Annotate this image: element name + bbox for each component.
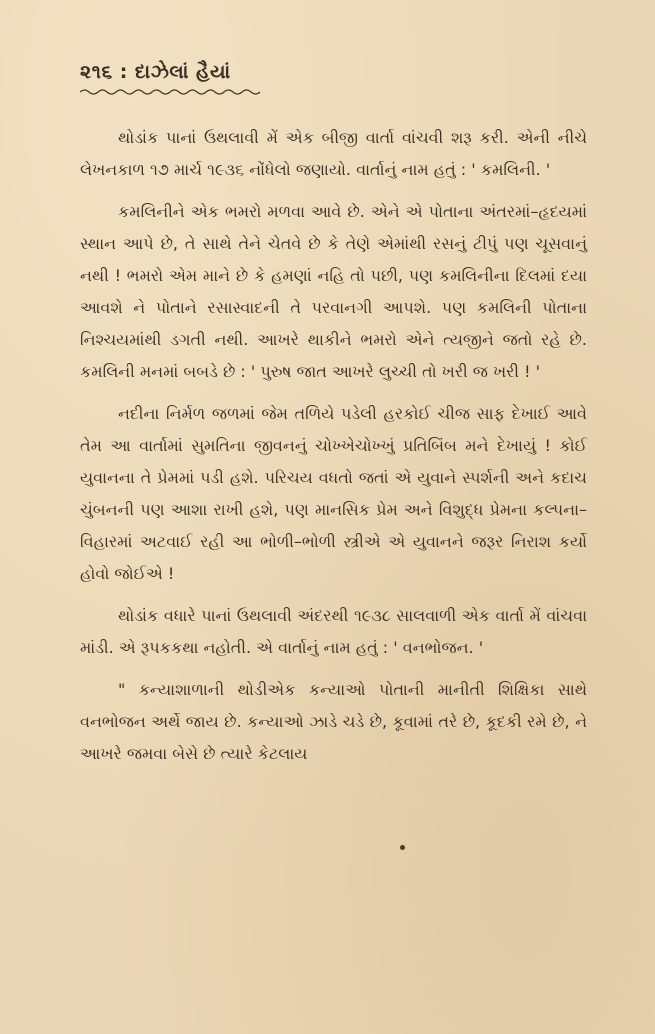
page-header: [80, 58, 587, 96]
ink-speck: [400, 845, 405, 850]
paragraph-4: થોડાંક વધારે પાનાં ઉથલાવી અંદરથી ૧૯૩૮ સાલવાળી એક વાર્તા મેં વાંચવા માંડી. એ રૂપકકથા નહોતી. એ વાર્તાનું નામ હતું : ' વનભોજન. ': [80, 606, 587, 657]
paragraph-3: નદીના નિર્મળ જળમાં જેમ તળિયે પડેલી હરકોઈ ચીજ સાફ દેખાઈ આવે તેમ આ વાર્તામાં સુમતિના જીવનનું ચોખ્ખેચોખ્ખું પ્રતિબિંબ મને દેખાયું ! કોઈ યુવાનના તે પ્રેમમાં પડી હશે. પરિચય વધતો જતાં એ યુવાને સ્પર્શની અને કદાચ ચુંબનની પણ આશા રાખી હશે, પણ માનસિક પ્રેમ અને વિશુદ્ધ પ્રેમના કલ્પના–વિહારમાં અટવાઈ રહી આ ભોળી–ભોળી સ્ત્રીએ એ યુવાનને જરૂર નિરાશ કર્યો હોવો જોઈએ !: [80, 404, 587, 583]
paragraph-1: થોડાંક પાનાં ઉથલાવી મેં એક બીજી વાર્તા વાંચવી શરૂ કરી. એની નીચે લેખનકાળ ૧૭ માર્ચ ૧૯૩૬ નોંધેલો જણાયો. વાર્તાનું નામ હતું : ' કમલિની. ': [80, 128, 587, 179]
paragraph-5: " કન્યાશાળાની થોડીએક કન્યાઓ પોતાની માનીતી શિક્ષિકા સાથે વનભોજન અર્થે જાય છે. કન્યાઓ ઝાડે ચડે છે, કૂવામાં તરે છે, કૂદકી રમે છે, ને આખરે જમવા બેસે છે ત્યારે કેટલાય: [80, 680, 587, 763]
wavy-underline-ornament: [80, 88, 262, 96]
paragraph-2: કમલિનીને એક ભમરો મળવા આવે છે. એને એ પોતાના અંતરમાં–હૃદયમાં સ્થાન આપે છે, તે સાથે તેને ચેતવે છે કે તેણે એમાંથી રસનું ટીપું પણ ચૂસવાનું નથી ! ભમરો એમ માને છે કે હમણાં નહિ તો પછી, પણ કમલિનીના દિલમાં દયા આવશે ને પોતાને રસાસ્વાદની તે પરવાનગી આપશે. પણ કમલિની પોતાના નિશ્ચયમાંથી ડગતી નથી. આખરે થાકીને ભમરો એને ત્યજીને જતો રહે છે. કમલિની મનમાં બબડે છે : ' પુરુષ જાત આખરે લુચ્ચી તો ખરી જ ખરી ! ': [80, 202, 587, 381]
page-number-and-chapter-title: ૨૧૬ : દાઝેલાં હૈયાં: [80, 61, 231, 83]
